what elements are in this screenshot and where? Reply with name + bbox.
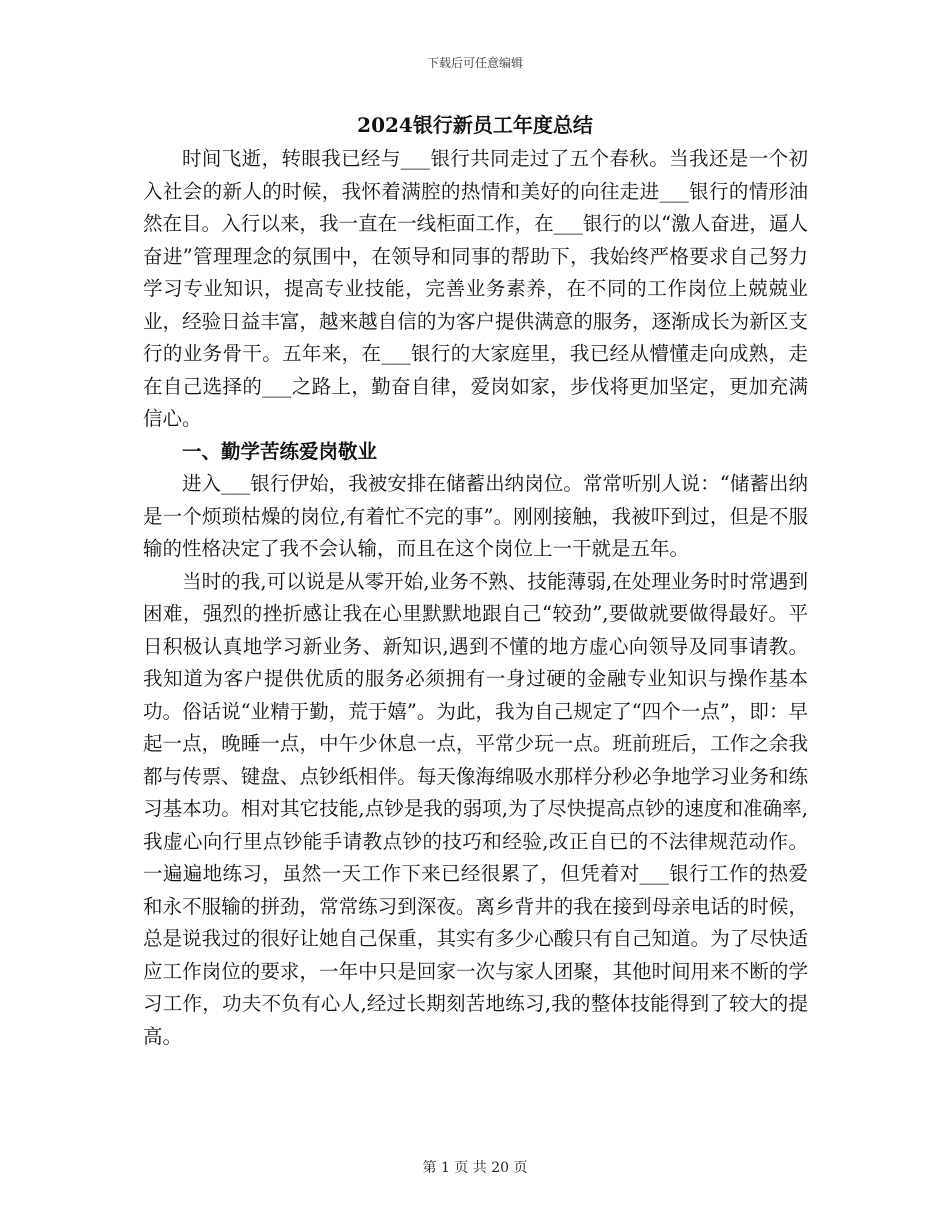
page-number: 第 1 页 共 20 页 — [422, 1160, 528, 1176]
section-heading: 一、勤学苦练爱岗敬业 — [182, 439, 378, 463]
paragraph-intro: 时间飞逝，转眼我已经与___银行共同走过了五个春秋。当我还是一个初入社会的新人的时候，我怀着满腔的热情和美好的向往走进___银行的情形油然在目。入行以来，我一直在一线柜面工作，在___银行的以“激人奋进，逼人奋进”管理理念的氛围中，在领导和同事的帮助下，我始终严格要求自己努力学习专业知识，提高专业技能，完善业务素养，在不同的工作岗位上兢兢业业，经验日益丰富，越来越自信的为客户提供满意的服务，逐渐成长为新区支行的业务骨干。五年来，在___银行的大家庭里，我已经从懵懂走向成熟，走在自己选择的___之路上，勤奋自律，爱岗如家，步伐将更加坚定，更加充满信心。 — [143, 147, 808, 430]
paragraph-training: 当时的我,可以说是从零开始,业务不熟、技能薄弱,在处理业务时时常遇到困难，强烈的挫折感让我在心里默默地跟自己“较劲”,要做就要做得最好。平日积极认真地学习新业务、新知识,遇到不懂的地方虚心向领导及同事请教。我知道为客户提供优质的服务必须拥有一身过硬的金融专业知识与操作基本功。俗话说“业精于勤，荒于嬉”。为此，我为自己规定了“四个一点”，即：早起一点，晚睡一点，中午少休息一点，平常少玩一点。班前班后，工作之余我都与传票、键盘、点钞纸相伴。每天像海绵吸水那样分秒必争地学习业务和练习基本功。相对其它技能,点钞是我的弱项,为了尽快提高点钞的速度和准确率,我虚心向行里点钞能手请教点钞的技巧和经验,改正自已的不法律规范动作。一遍遍地练习，虽然一天工作下来已经很累了，但凭着对___银行工作的热爱和永不服输的拼劲，常常练习到深夜。离乡背井的我在接到母亲电话的时候，总是说我过的很好让她自己保重，其实有多少心酸只有自己知道。为了尽快适应工作岗位的要求，一年中只是回家一次与家人团聚，其他时间用来不断的学习工作，功夫不负有心人,经过长期刻苦地练习,我的整体技能得到了较大的提高。 — [143, 569, 808, 1048]
header-note: 下载后可任意编辑 — [426, 56, 523, 70]
document-title: 2024银行新员工年度总结 — [357, 113, 593, 137]
document-body — [143, 143, 808, 1053]
paragraph-entry: 进入___银行伊始，我被安排在储蓄出纳岗位。常常听别人说：“储蓄出纳是一个烦琐枯燥的岗位,有着忙不完的事”。刚刚接触，我被吓到过，但是不服输的性格决定了我不会认输，而且在这个岗位上一干就是五年。 — [143, 472, 808, 560]
